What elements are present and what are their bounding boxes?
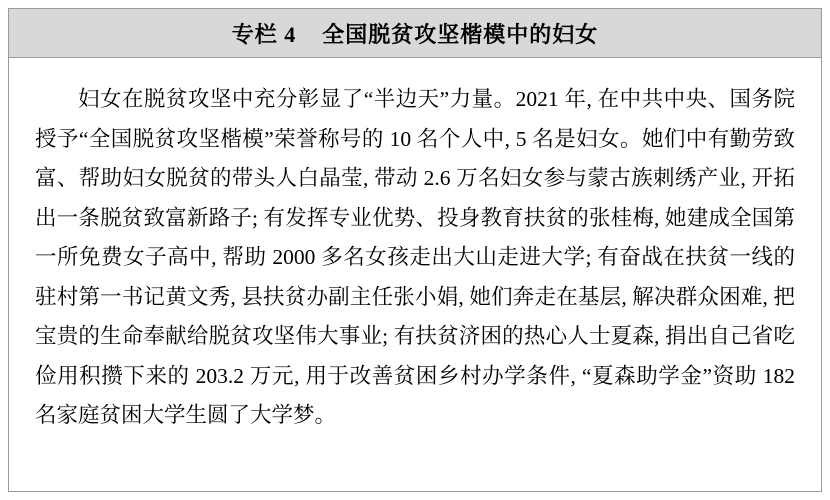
feature-box-header <box>9 9 821 58</box>
feature-box-paragraph: 妇女在脱贫攻坚中充分彰显了“半边天”力量。2021 年, 在中共中央、国务院授予“全国脱贫攻坚楷模”荣誉称号的 10 名个人中, 5 名是妇女。她们中有勤劳致富、帮助妇女脱贫的带头人白晶莹, 带动 2.6 万名妇女参与蒙古族刺绣产业, 开拓出一条脱贫致富新路子; 有发挥专业优势、投身教育扶贫的张桂梅, 她建成全国第一所免费女子高中, 帮助 2000 多名女孩走出大山走进大学; 有奋战在扶贫一线的驻村第一书记黄文秀, 县扶贫办副主任张小娟, 她们奔走在基层, 解决群众困难, 把宝贵的生命奉献给脱贫攻坚伟大事业; 有扶贫济困的热心人士夏森, 捐出自己省吃俭用积攒下来的 203.2 万元, 用于改善贫困乡村办学条件, “夏森助学金”资助 182 名家庭贫困大学生圆了大学梦。 <box>35 87 795 427</box>
feature-box <box>8 8 822 492</box>
feature-box-body <box>9 58 821 491</box>
feature-box-title: 专栏 4 全国脱贫攻坚楷模中的妇女 <box>231 21 599 47</box>
